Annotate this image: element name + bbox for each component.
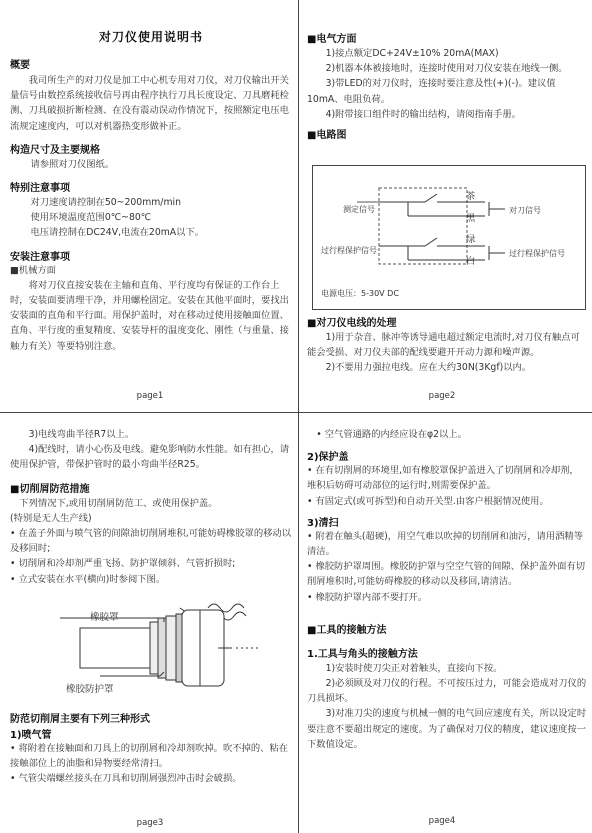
sub-mech-heading: ■机械方面 (10, 264, 56, 276)
fig-label-top: 橡胶罩 (90, 612, 119, 623)
row-divider (0, 412, 592, 413)
sig-measure-label: 测定信号 (343, 205, 375, 214)
out-overtravel-label: 过行程保护信号 (509, 249, 565, 258)
section-cable-heading: ■对刀仪电线的处理 (307, 318, 397, 329)
wire-label: 茶 (466, 191, 476, 202)
section-prevent-heading: 防范切削屑主要有下列三种形式 (10, 714, 150, 725)
page2 (307, 30, 587, 141)
tool-item: 3)对准刀尖的速度与机械一侧的电气回应速度有关，所以设定时要注意不要超出规定的速度。为了确保对刀仪的精度，建议速度按一下数值设定。 (307, 708, 587, 750)
air-cont: • 空气管通路的内经应设在φ2以上。 (316, 429, 467, 440)
clean-item: • 橡胶防护罩周围。橡胶防护罩与空空气管的间隙、保护盖外面有切削屑堆积时,可能妨碍橡胶的移动以及移回,请清洁。 (307, 561, 586, 588)
tool-item: 2)必须顾及对刀仪的行程。不可按压过力，可能会造成对刀仪的刀具损坏。 (307, 678, 587, 705)
struct-text: 请参照对刀仪图纸。 (30, 158, 115, 170)
page3 (10, 427, 292, 587)
cable-item: 2)不要用力强拉电线。应在大约30N(3Kgf)以内。 (325, 362, 532, 374)
sub-air-heading: 1)喷气管 (10, 730, 52, 741)
wire-label: 白 (466, 256, 476, 267)
elec-item: 3)带LED的对刀仪时，连接时要注意及性(+)(-)。建议值10mA、电阻负荷。 (307, 78, 556, 105)
page-number: page2 (428, 391, 456, 401)
sub-cover-heading: 2)保护盖 (307, 452, 349, 464)
section-install-heading: 安装注意事项 (10, 251, 70, 263)
elec-item: 4)附带接口组件时的输出结构，请阅指南手册。 (325, 108, 522, 120)
chip-bullet: • 在盖子外面与喷气管的间隙油切削屑堆积,可能妨碍橡胶罩的移动以及移回时; (10, 528, 292, 555)
circuit-diagram (312, 165, 586, 310)
sub-tool-heading: 1.工具与角头的接触方法 (307, 648, 418, 660)
section-overview-heading: 概要 (10, 60, 30, 71)
notes-list (10, 195, 292, 241)
mech-text: 将对刀仪直接安装在主轴和直角、平行度均有保证的工作台上时，安装面要清理干净，并用螺栓固定。安装在其他平面时，要找出安装面的直角和平行面。用保护盖时，对在移动过使用接触面位置、直角、平行度的重复精度、安装导杆的温度变化、刚性（与重量、接触力有关）等要特别注意。 (10, 279, 289, 352)
section-struct-heading: 构造尺寸及主要规格 (10, 144, 100, 156)
section-tool-heading: ■工具的接触方法 (307, 624, 387, 636)
note-item: 电压请控制在DC24V,电流在20mA以下。 (30, 227, 205, 239)
page4 (307, 427, 587, 752)
clean-item: • 附着在触头(超硬)，用空气难以吹掉的切削屑和油污，请用酒精等清洁。 (307, 530, 584, 558)
note-item: 对刀速度请控制在50~200mm/min (30, 197, 181, 209)
sub-clean-heading: 3)清扫 (307, 517, 339, 529)
section-circuit-heading: ■电路图 (307, 130, 347, 142)
page1 (10, 28, 292, 354)
chip-bullet: • 切削屑和冷却剂严重飞扬、防护罩倾斜、气管折损时; (10, 558, 236, 570)
page-number: page1 (136, 391, 164, 401)
chip-special: (特别是无人生产线) (10, 512, 92, 524)
elec-item: 2)机器本体被接地时，连接时使用对刀仪安装在地线一侧。 (325, 63, 568, 75)
page-number: page4 (428, 816, 456, 826)
air-item: • 将附着在接触面和刀具上的切削屑和冷却剂吹掉。吹不掉的、粘在接触部位上的油脂和异物要经常清扫。 (10, 743, 289, 770)
page3-prevent (10, 710, 292, 787)
section-notes-heading: 特别注意事项 (10, 183, 70, 195)
overview-text: 我司所生产的对刀仪是加工中心机专用对刀仪，对刀仪输出开关量信号由数控系统接收信号再由程序执行刀具长度设定、刀具磨耗检测、刀具破损折断检测、在没有震动误动作情况下，按照额定电压电流规定速度内，可以对机器热变形做补正。 (10, 75, 289, 132)
cover-item: • 有固定式(或可拆型)和自动开关型.由客户根据情况使用。 (307, 495, 549, 507)
document-title: 对刀仪使用说明书 (98, 30, 203, 44)
air-item: • 气管尖端螺丝接头在刀具和切削屑强烈冲击时会破损。 (10, 773, 242, 785)
cont-item: 3)电线弯曲半径R7以上。 (28, 429, 135, 440)
tool-item: 1)安装时使刀尖正对着触头，直接向下按。 (325, 662, 503, 674)
clean-item: • 橡胶防护罩内部不要打开。 (307, 591, 428, 603)
out-tool-label: 对刀信号 (509, 206, 541, 215)
cable-item: 1)用于杂音、脉冲等诱导通电超过额定电流时,对刀仪有触点可能会受损、对刀仪夫部的配线要避开开动力源和噪声源。 (307, 332, 580, 359)
cover-figure (60, 588, 290, 700)
wire-label: 绿 (466, 234, 476, 245)
elec-item: 1)接点额定DC+24V±10% 20mA(MAX) (325, 48, 499, 59)
wire-label: 黑 (466, 213, 476, 224)
elec-list (307, 46, 587, 122)
voltage-label: 电源电压：5-30V DC (321, 289, 399, 298)
cover-item: • 在有切削屑的环境里,如有橡胶罩保护盖进入了切削屑和冷却剂，堆积后妨碍可动部位的运行时,则需要保护盖。 (307, 465, 579, 492)
column-divider (298, 0, 299, 833)
cont-item: 4)配线时，请小心伤及电线。避免影响防水性能。如有担心，请使用保护管，带保护管时的最小弯曲半径R25。 (10, 444, 290, 471)
sig-overtravel-label: 过行程保护信号 (321, 246, 377, 255)
fig-label-bottom: 橡胶防护罩 (66, 684, 114, 695)
chip-bullet: • 立式安装在水平(横向)时参阅下图。 (10, 573, 166, 585)
page2-cable (307, 314, 587, 376)
section-elec-heading: ■电气方面 (307, 34, 357, 45)
section-chip-heading: ■切削屑防范措施 (10, 483, 90, 495)
chip-intro: 下列情况下,或用切削屑防范工、或使用保护盖。 (19, 497, 218, 509)
note-item: 使用环境温度范围0℃~80℃ (30, 212, 152, 224)
page-number: page3 (136, 818, 164, 828)
